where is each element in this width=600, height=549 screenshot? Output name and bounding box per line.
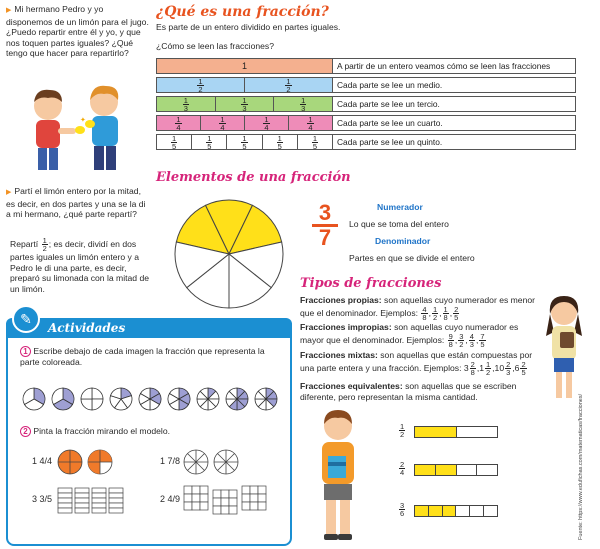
question-number-badge: 1 <box>20 346 31 357</box>
fraction-cell: $\frac{1}{2}$ <box>245 78 333 92</box>
svg-text:✦: ✦ <box>80 116 86 124</box>
fifths-bar[interactable] <box>58 488 72 513</box>
activities-title: Actividades <box>48 321 126 335</box>
model-3-label: 3 3/5 <box>32 494 53 504</box>
fraction-example: $\frac{4}{3}$ <box>469 331 474 349</box>
source-note: Fuente: https://www.edufichas.com/matematicas/fracciones/ <box>578 393 584 540</box>
model-2-circles <box>182 448 244 476</box>
big-denominator: 7 <box>318 225 332 250</box>
fraction-example: $\frac{7}{5}$ <box>480 331 485 349</box>
fraction-row <box>156 77 576 93</box>
fraction-row-cells <box>157 135 333 149</box>
numerador-label: Numerador <box>377 202 423 212</box>
ninths-grid[interactable] <box>213 490 237 514</box>
activity-fraction-circle <box>197 388 219 410</box>
fraction-row-desc: A partir de un entero veamos cómo se leen las fracciones <box>337 61 551 71</box>
fraction-example: $\frac{4}{8}$ <box>422 304 427 322</box>
activity-fraction-circle <box>23 388 45 410</box>
fraction-cell: $\frac{1}{3}$ <box>216 97 275 111</box>
equiv-bar <box>414 426 498 438</box>
definition-text: Es parte de un entero dividido en partes iguales. <box>156 22 341 32</box>
activity-fraction-circle <box>52 388 74 410</box>
fraction-example: $\frac{2}{3}$ <box>506 359 511 377</box>
fraction-cell: $\frac{1}{5}$ <box>227 135 262 149</box>
intro-paragraph-2: ▶ Partí el limón entero por la mitad, es decir, en dos partes y una se la di a mi hermano, ¿qué parte repartí? <box>6 186 146 220</box>
fraction-example: $\frac{9}{8}$ <box>448 331 453 349</box>
question-1: 1 Escribe debajo de cada imagen la fracción que representa la parte coloreada. <box>20 346 265 367</box>
fraction-cell: 1 <box>157 59 333 73</box>
fraction-cell: $\frac{1}{4}$ <box>289 116 333 130</box>
fraction-circles-row <box>22 386 282 412</box>
fraction-example: $\frac{1}{2}$ <box>432 304 438 322</box>
question-text: ¿Cómo se leen las fracciones? <box>156 41 274 51</box>
denominador-desc: Partes en que se divide el entero <box>349 253 475 263</box>
equiv-fraction-label: $\frac{3}{6}$ <box>400 501 405 518</box>
equiv-bar-segment <box>477 465 497 475</box>
model-4-grids <box>182 482 272 518</box>
model-1-circles <box>56 448 118 476</box>
fraction-cell: $\frac{1}{2}$ <box>157 78 245 92</box>
fraction-cell: $\frac{1}{5}$ <box>192 135 227 149</box>
fraction-row-desc: Cada parte se lee un cuarto. <box>337 118 443 128</box>
intro-paragraph-3: Repartí $\frac{1}{2}$ ; es decir, dividí en dos partes iguales un limón entero y a Pedro le di una parte, es decir, preparó su limonada con la mitad de un limón. <box>10 236 150 294</box>
orange-circle <box>58 450 82 474</box>
activity-fraction-circle <box>255 388 277 410</box>
fraction-example: $\frac{1}{2}$ <box>485 359 491 377</box>
fraction-row-desc: Cada parte se lee un medio. <box>337 80 443 90</box>
activity-fraction-circle <box>110 388 132 410</box>
big-numerator: 3 <box>312 202 338 227</box>
equiv-bar-segment <box>484 506 497 516</box>
question-number-badge: 2 <box>20 426 31 437</box>
equiv-bar-segment <box>470 506 484 516</box>
equiv-bar-segment <box>456 506 470 516</box>
triangle-bullet-icon: ▶ <box>6 7 12 14</box>
tipos-title: Tipos de fracciones <box>300 276 442 291</box>
fraction-example: $\frac{2}{8}$ <box>470 359 475 377</box>
denominador-label: Denominador <box>375 236 431 246</box>
model-4-label: 2 4/9 <box>160 494 181 504</box>
equiv-bar-segment <box>443 506 457 516</box>
fraction-row-cells <box>157 116 333 130</box>
activity-fraction-circle <box>226 388 248 410</box>
equiv-bar <box>414 464 498 476</box>
activity-fraction-circle <box>81 388 103 410</box>
tipo-impropias: Fracciones impropias: son aquellas cuyo numerador es mayor que el denominador. Ejemplos: $\frac{9}{8}$ , $\frac{3}{2}$ , $\frac{4}{3}$ , $\frac{7}{5}$ <box>300 322 519 349</box>
fraction-cell: $\frac{1}{5}$ <box>157 135 192 149</box>
fraction-row-desc: Cada parte se lee un tercio. <box>337 99 440 109</box>
pencil-badge <box>12 305 40 333</box>
model-3-bars <box>56 486 128 516</box>
question-2: 2 Pinta la fracción mirando el modelo. <box>20 426 282 437</box>
tipo-mixtas: Fracciones mixtas: son aquellas que están compuestas por una parte entera y una fracción. Ejemplos: 3 $\frac{2}{8}$ ,1 $\frac{1}{2}$ ,10 $\frac{2}{3}$ ,6 $\frac{2}{5}$ <box>300 350 533 377</box>
fraction-example: $\frac{2}{5}$ <box>454 304 459 322</box>
eighths-circle[interactable] <box>184 450 208 474</box>
fifths-bar[interactable] <box>109 488 123 513</box>
fifths-bar[interactable] <box>75 488 89 513</box>
fraction-one-half: $\frac{1}{2}$ <box>42 236 47 253</box>
fraction-row-cells <box>157 97 333 111</box>
equiv-bar-segment <box>457 465 478 475</box>
eighths-circle[interactable] <box>214 450 238 474</box>
activity-fraction-circle <box>139 388 161 410</box>
fraction-row <box>156 134 576 150</box>
que-es-title: ¿Qué es una fracción? <box>156 4 329 20</box>
fraction-cell: $\frac{1}{4}$ <box>157 116 201 130</box>
fraction-row-desc: Cada parte se lee un quinto. <box>337 137 443 147</box>
fraction-row-cells <box>157 59 333 73</box>
elementos-title: Elementos de una fracción <box>156 170 351 185</box>
equiv-bar-segment <box>415 465 436 475</box>
numerador-desc: Lo que se toma del entero <box>349 219 449 229</box>
fraction-example: $\frac{2}{5}$ <box>521 359 526 377</box>
fifths-bar[interactable] <box>92 488 106 513</box>
pie-chart-three-sevenths <box>163 198 295 310</box>
fraction-row <box>156 115 576 131</box>
equiv-bar <box>414 505 498 517</box>
boy-with-books-illustration <box>306 406 370 544</box>
fraction-example: $\frac{1}{8}$ <box>443 304 448 322</box>
ninths-grid[interactable] <box>184 486 208 510</box>
fraction-row <box>156 58 576 74</box>
equiv-bar-segment <box>415 427 457 437</box>
tipo-propias: Fracciones propias: son aquellas cuyo numerador es menor que el denominador. Ejemplos: $\frac{4}{8}$ , $\frac{1}{2}$ , $\frac{1}{8}$ , $\frac{2}{5}$ <box>300 295 536 322</box>
equiv-bar-segment <box>415 506 429 516</box>
model-1-label: 1 4/4 <box>32 456 53 466</box>
big-fraction <box>312 202 338 249</box>
equiv-bar-segment <box>457 427 498 437</box>
equiv-fraction-label: $\frac{2}{4}$ <box>400 460 405 477</box>
fraction-example: $\frac{3}{2}$ <box>459 331 464 349</box>
fraction-row-cells <box>157 78 333 92</box>
intro-paragraph-1: ▶ Mi hermano Pedro y yo disponemos de un limón para el jugo. ¿Puedo repartir entre él y yo, y que nos toquen partes iguales? ¿Qué tengo que hacer para repartirlo? <box>6 4 149 59</box>
tipo-equivalentes: Fracciones equivalentes: son aquellas que se escriben diferente, pero representan la misma cantidad. <box>300 381 517 402</box>
pencil-icon: ✎ <box>20 311 32 327</box>
fraction-cell: $\frac{1}{3}$ <box>157 97 216 111</box>
kids-lemon-illustration <box>6 78 146 178</box>
fraction-cell: $\frac{1}{4}$ <box>245 116 289 130</box>
equiv-bar-segment <box>436 465 457 475</box>
ninths-grid[interactable] <box>242 486 266 510</box>
orange-partial-circle <box>88 450 112 474</box>
equiv-bar-segment <box>429 506 443 516</box>
fraction-cell: $\frac{1}{5}$ <box>298 135 333 149</box>
fraction-cell: $\frac{1}{4}$ <box>201 116 245 130</box>
model-2-label: 1 7/8 <box>160 456 181 466</box>
triangle-bullet-icon: ▶ <box>6 189 12 196</box>
fraction-cell: $\frac{1}{5}$ <box>263 135 298 149</box>
activity-fraction-circle <box>168 388 190 410</box>
equiv-fraction-label: $\frac{1}{2}$ <box>400 422 405 439</box>
fraction-cell: $\frac{1}{3}$ <box>274 97 333 111</box>
fraction-row <box>156 96 576 112</box>
